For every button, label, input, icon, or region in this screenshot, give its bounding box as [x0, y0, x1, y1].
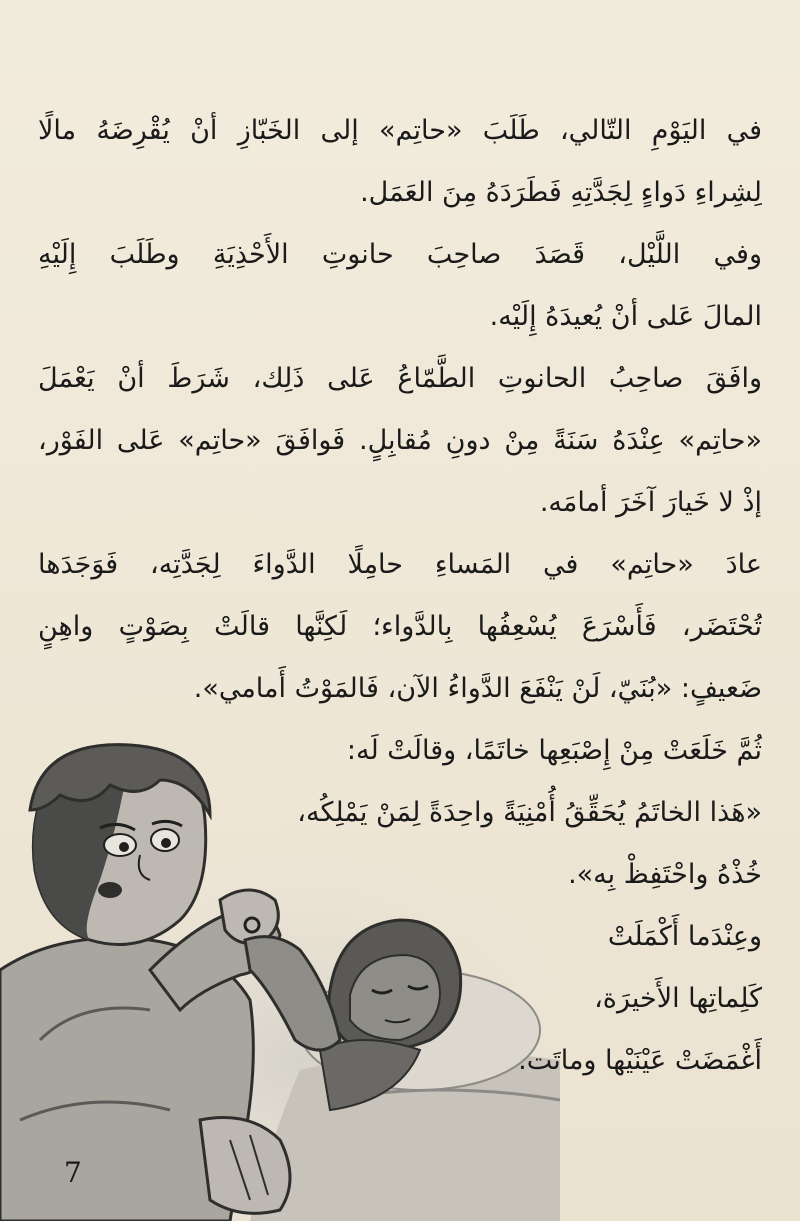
story-line: وفي اللَّيْل، قَصَدَ صاحِبَ حانوتِ الأَحْذِيَةِ وطَلَبَ إِلَيْهِ: [38, 239, 762, 270]
story-line: تُحْتَضَر، فَأَسْرَعَ يُسْعِفُها بِالدَّواء؛ لَكِنَّها قالَتْ بِصَوْتٍ واهِنٍ: [38, 611, 762, 642]
story-line: خُذْهُ واحْتَفِظْ بِه».: [568, 859, 762, 890]
story-line: «حاتِم» عِنْدَهُ سَنَةً مِنْ دونِ مُقابِلٍ. فَوافَقَ «حاتِم» عَلى الفَوْر،: [38, 425, 762, 456]
story-line: وعِنْدَما أَكْمَلَتْ: [607, 921, 762, 952]
story-line: عادَ «حاتِم» في المَساءِ حامِلًا الدَّواءَ لِجَدَّتِه، فَوَجَدَها: [38, 549, 762, 580]
story-line: لِشِراءِ دَواءٍ لِجَدَّتِهِ فَطَرَدَهُ مِنَ العَمَل.: [360, 177, 762, 208]
story-line: كَلِماتِها الأَخيرَة،: [594, 983, 762, 1014]
story-text: [38, 100, 762, 1092]
story-line: ضَعيفٍ: «بُنَيّ، لَنْ يَنْفَعَ الدَّواءُ الآن، فَالمَوْتُ أَمامي».: [193, 673, 762, 704]
story-line: المالَ عَلى أنْ يُعيدَهُ إِلَيْه.: [489, 301, 762, 332]
story-line: «هَذا الخاتَمُ يُحَقِّقُ أُمْنِيَةً واحِدَةً لِمَنْ يَمْلِكُه،: [297, 797, 762, 828]
story-line: ثُمَّ خَلَعَتْ مِنْ إِصْبَعِها خاتَمًا، وقالَتْ لَه:: [346, 735, 762, 766]
page-number: 7: [64, 1156, 82, 1189]
story-line: وافَقَ صاحِبُ الحانوتِ الطَّمّاعُ عَلى ذَلِك، شَرَطَ أنْ يَعْمَلَ: [38, 363, 762, 394]
story-line: إذْ لا خَيارَ آخَرَ أمامَه.: [539, 487, 762, 518]
story-line: في اليَوْمِ التّالي، طَلَبَ «حاتِم» إلى الخَبّازِ أنْ يُقْرِضَهُ مالًا: [38, 115, 762, 146]
story-line: أَغْمَضَتْ عَيْنَيْها وماتَت.: [518, 1045, 762, 1076]
